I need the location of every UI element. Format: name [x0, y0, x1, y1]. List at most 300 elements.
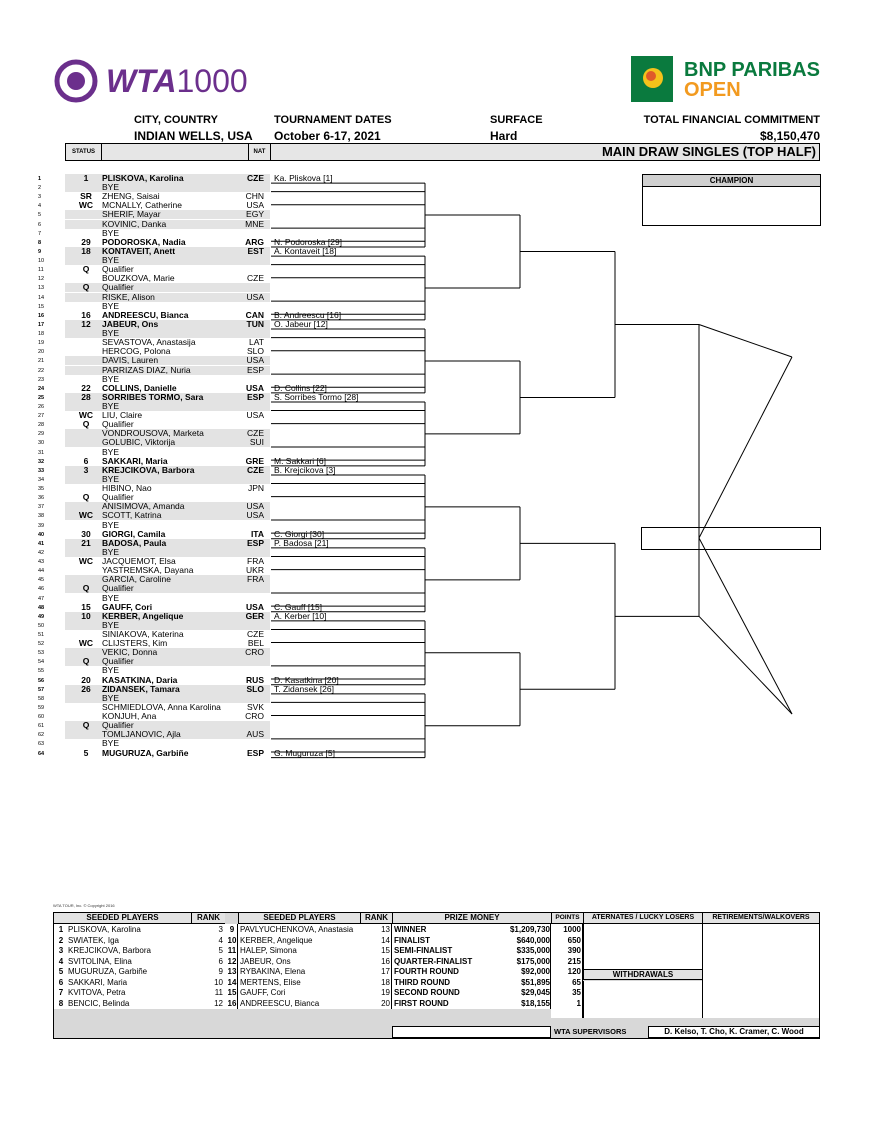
draw-position: 12 [38, 276, 45, 283]
seed-number: 10 [227, 935, 237, 945]
player-name: BYE [102, 255, 120, 266]
draw-position: 44 [38, 568, 45, 575]
draw-position: 2 [38, 185, 42, 192]
player-status: 26 [81, 683, 91, 694]
player-status: 6 [83, 455, 89, 466]
seed-rank: 17 [381, 967, 390, 976]
player-nat: USA [246, 291, 264, 302]
player-status: Q [82, 419, 90, 430]
player-nat: CRO [245, 711, 264, 722]
surface-label: SURFACE [490, 114, 543, 126]
player-status: Q [82, 282, 90, 293]
player-nat: USA [246, 355, 264, 366]
draw-position: 28 [38, 422, 45, 429]
player-status: 20 [81, 674, 91, 685]
draw-position: 50 [38, 622, 45, 629]
rank-header-left: RANK [191, 913, 225, 924]
player-status: WC [78, 200, 94, 211]
round2-player: T. Zidansek [26] [274, 683, 335, 694]
draw-position: 9 [38, 248, 42, 255]
player-status: Q [82, 656, 90, 667]
player-nat: CRO [245, 647, 264, 658]
player-nat: MNE [245, 218, 264, 229]
player-name: BYE [102, 446, 120, 457]
alternates-header: ATERNATES / LUCKY LOSERS [583, 913, 702, 924]
draw-position: 61 [38, 723, 45, 730]
player-status: WC [78, 556, 94, 567]
player-status: 29 [81, 236, 91, 247]
player-name: MCNALLY, Catherine [102, 200, 183, 211]
player-status: WC [78, 510, 94, 521]
draw-position: 53 [38, 650, 45, 657]
player-name: Qualifier [102, 282, 134, 293]
player-nat: USA [246, 382, 264, 393]
player-name: BYE [102, 546, 120, 557]
player-name: BYE [102, 665, 120, 676]
player-name: KONJUH, Ana [102, 711, 157, 722]
player-name: BYE [102, 519, 120, 530]
player-name: LIU, Claire [102, 410, 143, 421]
seed-player: KVITOVA, Petra [68, 988, 126, 997]
draw-position: 40 [38, 531, 45, 538]
prize-points: 65 [572, 977, 581, 987]
seed-player: PAVLYUCHENKOVA, Anastasia [240, 925, 354, 934]
nat-column-header: NAT [249, 144, 271, 160]
player-nat: RUS [246, 674, 264, 685]
round2-player: O. Jabeur [12] [274, 318, 328, 329]
player-nat: USA [246, 601, 264, 612]
player-name: ANISIMOVA, Amanda [102, 501, 185, 512]
draw-position: 54 [38, 659, 45, 666]
draw-position: 22 [38, 367, 45, 374]
player-status: WC [78, 410, 94, 421]
supervisors-label: WTA SUPERVISORS [554, 1027, 627, 1036]
draw-position: 41 [38, 540, 45, 547]
draw-position: 13 [38, 285, 45, 292]
bracket-line [699, 616, 792, 714]
draw-position: 55 [38, 668, 45, 675]
round2-player: S. Sorribes Tormo [28] [274, 391, 359, 402]
player-nat: USA [246, 200, 264, 211]
seed-player: GAUFF, Cori [240, 988, 286, 997]
seed-rank: 6 [218, 956, 223, 966]
player-name: ZHENG, Saisai [102, 191, 160, 202]
player-name: BADOSA, Paula [102, 537, 167, 548]
round2-player: C. Giorgi [30] [274, 528, 325, 539]
bracket-line [699, 538, 792, 714]
player-name: Qualifier [102, 720, 134, 731]
draw-position: 62 [38, 732, 45, 739]
draw-position: 59 [38, 704, 45, 711]
seeded-header-left: SEEDED PLAYERS [54, 913, 191, 924]
commitment-label: TOTAL FINANCIAL COMMITMENT [643, 114, 820, 126]
player-nat: FRA [247, 556, 264, 567]
prize-points: 650 [567, 935, 581, 945]
draw-position: 1 [38, 176, 42, 182]
player-status: SR [80, 191, 92, 202]
prize-points: 390 [567, 946, 581, 955]
player-status: WC [78, 638, 94, 649]
seed-player: KERBER, Angelique [240, 935, 313, 945]
draw-position: 52 [38, 641, 45, 648]
draw-position: 42 [38, 549, 45, 556]
player-name: Qualifier [102, 264, 134, 275]
seed-player: SAKKARI, Maria [68, 977, 128, 987]
player-nat: GER [245, 610, 264, 621]
draw-title: MAIN DRAW SINGLES (TOP HALF) [601, 144, 816, 159]
draw-position: 24 [38, 385, 45, 392]
player-nat: SUI [249, 437, 264, 448]
draw-position: 30 [38, 440, 45, 447]
player-name: BYE [102, 227, 120, 238]
draw-position: 16 [38, 312, 45, 319]
seed-player: ANDREESCU, Bianca [240, 998, 320, 1008]
seed-player: PLISKOVA, Karolina [68, 925, 141, 934]
bracket-line [699, 357, 792, 538]
prize-amount: $18,155 [521, 998, 550, 1008]
draw-position: 48 [38, 604, 45, 611]
player-nat: ITA [250, 528, 264, 539]
player-status: Q [82, 583, 90, 594]
city-value: INDIAN WELLS, USA [134, 129, 253, 143]
prize-points: 1000 [563, 925, 581, 934]
player-nat: USA [246, 410, 264, 421]
seed-number: 8 [58, 998, 64, 1008]
player-name: MUGURUZA, Garbiñe [102, 747, 189, 758]
player-name: SHERIF, Mayar [102, 209, 161, 220]
draw-position: 35 [38, 486, 45, 493]
player-nat: UKR [246, 565, 264, 576]
rank-header-right: RANK [360, 913, 392, 924]
draw-position: 47 [38, 595, 45, 602]
player-name: HERCOG, Polona [102, 346, 171, 357]
player-name: BYE [102, 619, 120, 630]
seed-rank: 11 [214, 988, 223, 997]
retirements-box [702, 924, 819, 1018]
player-name: KERBER, Angelique [102, 610, 184, 621]
draw-position: 33 [38, 467, 45, 474]
player-nat: EGY [246, 209, 264, 220]
city-label: CITY, COUNTRY [134, 114, 218, 126]
player-nat: USA [246, 510, 264, 521]
player-name: DAVIS, Lauren [102, 355, 159, 366]
draw-position: 36 [38, 495, 45, 502]
retirements-header: RETIREMENTS/WALKOVERS [702, 913, 819, 924]
draw-position: 8 [38, 239, 42, 246]
player-status: 21 [81, 537, 91, 548]
prize-amount: $1,209,730 [509, 925, 550, 934]
player-status: 10 [81, 610, 91, 621]
draw-position: 38 [38, 513, 45, 520]
player-status: Q [82, 720, 90, 731]
draw-position: 29 [38, 431, 45, 438]
player-nat: JPN [247, 483, 264, 494]
draw-position: 20 [38, 349, 45, 356]
player-name: BYE [102, 328, 120, 339]
player-nat: ESP [246, 364, 264, 375]
player-nat: ESP [246, 537, 264, 548]
player-nat: CAN [245, 309, 264, 320]
seed-number: 9 [229, 925, 235, 934]
player-nat: CZE [247, 173, 264, 183]
player-name: BOUZKOVA, Marie [102, 273, 175, 284]
alternates-box [583, 924, 702, 969]
player-name: BYE [102, 373, 120, 384]
seed-number: 2 [58, 935, 64, 945]
draw-position: 10 [38, 258, 45, 265]
prize-amount: $29,045 [521, 988, 550, 997]
player-name: YASTREMSKA, Dayana [102, 565, 194, 576]
prize-amount: $175,000 [516, 956, 550, 966]
draw-position: 23 [38, 376, 45, 383]
round2-player: P. Badosa [21] [274, 537, 329, 548]
player-name: SEVASTOVA, Anastasija [102, 337, 196, 348]
seed-number: 5 [58, 967, 64, 976]
draw-position: 4 [38, 203, 42, 210]
seed-rank: 15 [381, 946, 390, 955]
prize-round: FINALIST [394, 935, 430, 945]
player-nat: FRA [247, 574, 264, 585]
seed-number: 14 [227, 977, 237, 987]
prize-round: THIRD ROUND [394, 977, 450, 987]
commitment-value: $8,150,470 [759, 129, 820, 143]
round2-player: Ka. Pliskova [1] [274, 173, 333, 183]
finalist-box [641, 527, 821, 550]
draw-position: 18 [38, 331, 45, 338]
player-name: PODOROSKA, Nadia [102, 236, 186, 247]
player-name: JABEUR, Ons [102, 318, 159, 329]
player-name: SORRIBES TORMO, Sara [102, 391, 204, 402]
round2-player: B. Andreescu [16] [274, 309, 342, 320]
player-name: Qualifier [102, 419, 134, 430]
player-name: Qualifier [102, 656, 134, 667]
draw-position: 63 [38, 741, 45, 748]
draw-position: 21 [38, 358, 45, 365]
surface-value: Hard [490, 129, 518, 143]
player-nat: TUN [246, 318, 264, 329]
round2-player: D. Collins [22] [274, 382, 327, 393]
player-name: PARRIZAS DIAZ, Nuria [102, 364, 191, 375]
player-name: GOLUBIC, Viktorija [102, 437, 176, 448]
draw-position: 60 [38, 714, 45, 721]
points-header: POINTS [551, 913, 583, 924]
champion-label: CHAMPION [643, 175, 820, 187]
prize-header: PRIZE MONEY [392, 913, 551, 924]
player-name: BYE [102, 692, 120, 703]
round2-player: B. Krejcikova [3] [274, 464, 336, 475]
prize-amount: $51,895 [521, 977, 550, 987]
seed-rank: 20 [381, 998, 390, 1008]
player-name: SCOTT, Katrina [102, 510, 162, 521]
draw-position: 39 [38, 522, 45, 529]
player-name: PLISKOVA, Karolina [102, 173, 184, 183]
player-status: 5 [83, 747, 89, 758]
round2-player: N. Podoroska [29] [274, 236, 343, 247]
signature-box [392, 1026, 551, 1038]
seed-rank: 3 [218, 925, 223, 934]
prize-points: 35 [572, 988, 581, 997]
status-column-header: STATUS [66, 144, 102, 160]
player-nat: USA [246, 501, 264, 512]
champion-box [642, 174, 821, 226]
prize-amount: $335,000 [516, 946, 550, 955]
player-name: Qualifier [102, 583, 134, 594]
prize-points: 215 [567, 956, 581, 966]
round2-player: G. Muguruza [5] [274, 747, 335, 758]
draw-position: 3 [38, 194, 42, 201]
player-status: Q [82, 492, 90, 503]
round2-player: M. Sakkari [6] [274, 455, 326, 466]
player-name: BYE [102, 401, 120, 411]
player-name: KREJCIKOVA, Barbora [102, 464, 195, 475]
seed-rank: 13 [381, 925, 390, 934]
player-nat: EST [247, 245, 264, 256]
draw-position: 51 [38, 632, 45, 638]
player-name: RISKE, Alison [102, 291, 155, 302]
draw-position: 26 [38, 404, 45, 410]
seed-player: MUGURUZA, Garbiñe [68, 967, 148, 976]
player-nat: CZE [247, 464, 264, 475]
player-nat: ESP [246, 391, 264, 402]
player-nat: LAT [249, 337, 264, 348]
draw-position: 45 [38, 577, 45, 584]
player-name: GAUFF, Cori [102, 601, 153, 612]
prize-round: SECOND ROUND [394, 988, 460, 997]
player-name: CLIJSTERS, Kim [102, 638, 168, 649]
seed-player: MERTENS, Elise [240, 977, 301, 987]
player-name: ANDREESCU, Bianca [102, 309, 189, 320]
draw-position: 37 [38, 504, 45, 511]
seed-number: 6 [58, 977, 64, 987]
prize-round: QUARTER-FINALIST [394, 956, 473, 966]
player-nat: GRE [245, 455, 264, 466]
draw-position: 14 [38, 294, 45, 301]
draw-position: 34 [38, 476, 45, 483]
seed-number: 12 [227, 956, 237, 966]
round2-player: A. Kerber [10] [274, 610, 327, 621]
player-nat: CZE [247, 273, 264, 284]
prize-round: FOURTH ROUND [394, 967, 459, 976]
player-name: GIORGI, Camila [102, 528, 166, 539]
draw-position: 25 [38, 394, 45, 401]
draw-position: 32 [38, 458, 45, 465]
player-name: BYE [102, 738, 120, 749]
wta-logo-text: WTA1000 [106, 63, 248, 99]
withdrawals-header: WITHDRAWALS [583, 969, 702, 980]
seed-rank: 5 [218, 946, 223, 955]
player-nat: ARG [245, 236, 264, 247]
seed-rank: 16 [381, 956, 390, 966]
seed-player: JABEUR, Ons [240, 956, 291, 966]
copyright: WTA TOUR, Inc. © Copyright 2016 [53, 903, 115, 908]
player-name: VONDROUSOVA, Marketa [102, 428, 204, 439]
draw-position: 58 [38, 695, 45, 702]
draw-position: 57 [38, 686, 45, 693]
seed-rank: 9 [218, 967, 223, 976]
player-name: Qualifier [102, 492, 134, 503]
prize-points: 1 [576, 998, 581, 1008]
seed-number: 15 [227, 988, 237, 997]
seed-rank: 19 [381, 988, 390, 997]
seeded-header-right: SEEDED PLAYERS [238, 913, 360, 924]
seed-number: 1 [58, 925, 64, 934]
player-name: BYE [102, 473, 120, 484]
player-nat: CHN [245, 191, 264, 202]
draw-position: 6 [38, 221, 42, 228]
draw-position: 49 [38, 613, 45, 620]
player-nat: CZE [247, 629, 264, 639]
player-nat: SVK [246, 701, 264, 712]
prize-round: FIRST ROUND [394, 998, 449, 1008]
seed-player: HALEP, Simona [240, 946, 297, 955]
player-nat: AUS [246, 729, 264, 740]
draw-position: 64 [38, 750, 45, 757]
seed-rank: 18 [381, 977, 390, 987]
round2-player: A. Kontaveit [18] [274, 245, 337, 256]
draw-position: 19 [38, 340, 45, 347]
seed-number: 7 [58, 988, 64, 997]
player-name: SINIAKOVA, Katerina [102, 629, 184, 639]
seed-rank: 14 [381, 935, 390, 945]
player-name: KASATKINA, Daria [102, 674, 178, 685]
player-status: 18 [81, 245, 91, 256]
round2-player: D. Kasatkina [20] [274, 674, 339, 685]
supervisors-value: D. Kelso, T. Cho, K. Cramer, C. Wood [648, 1026, 820, 1038]
player-status: 15 [81, 601, 91, 612]
seed-player: KREJCIKOVA, Barbora [68, 946, 151, 955]
player-status: 16 [81, 309, 91, 320]
seed-number: 16 [227, 998, 237, 1008]
player-status: Q [82, 264, 90, 275]
player-status: 28 [81, 391, 91, 402]
player-name: ZIDANSEK, Tamara [102, 683, 180, 694]
player-status: 12 [81, 318, 91, 329]
draw-position: 17 [38, 321, 45, 328]
player-name: JACQUEMOT, Elsa [102, 556, 176, 567]
seed-player: SWIATEK, Iga [68, 935, 119, 945]
player-name: COLLINS, Danielle [102, 382, 177, 393]
draw-position: 43 [38, 559, 45, 566]
player-status: 22 [81, 382, 91, 393]
seed-rank: 4 [218, 935, 223, 945]
prize-points: 120 [567, 967, 581, 976]
player-nat: ESP [246, 747, 264, 758]
prize-round: SEMI-FINALIST [394, 946, 453, 955]
player-name: GARCIA, Caroline [102, 574, 171, 585]
player-status: 1 [83, 173, 89, 183]
seed-player: SVITOLINA, Elina [68, 956, 132, 966]
player-nat: BEL [247, 638, 264, 649]
player-name: VEKIC, Donna [102, 647, 158, 658]
prize-amount: $92,000 [521, 967, 550, 976]
player-name: SAKKARI, Maria [102, 455, 168, 466]
draw-position: 7 [38, 230, 42, 237]
draw-position: 15 [38, 303, 45, 310]
dates-label: TOURNAMENT DATES [274, 114, 392, 126]
player-name: KONTAVEIT, Anett [102, 245, 176, 256]
player-name: TOMLJANOVIC, Ajla [102, 729, 181, 740]
player-status: 3 [83, 464, 89, 475]
draw-position: 46 [38, 586, 45, 593]
sponsor-event: OPEN [684, 79, 741, 101]
prize-round: WINNER [394, 925, 427, 934]
player-name: BYE [102, 592, 120, 603]
seed-number: 4 [58, 956, 64, 966]
seed-number: 11 [227, 946, 237, 955]
player-name: BYE [102, 300, 120, 311]
withdrawals-box [583, 981, 702, 1018]
player-name: KOVINIC, Danka [102, 218, 167, 229]
